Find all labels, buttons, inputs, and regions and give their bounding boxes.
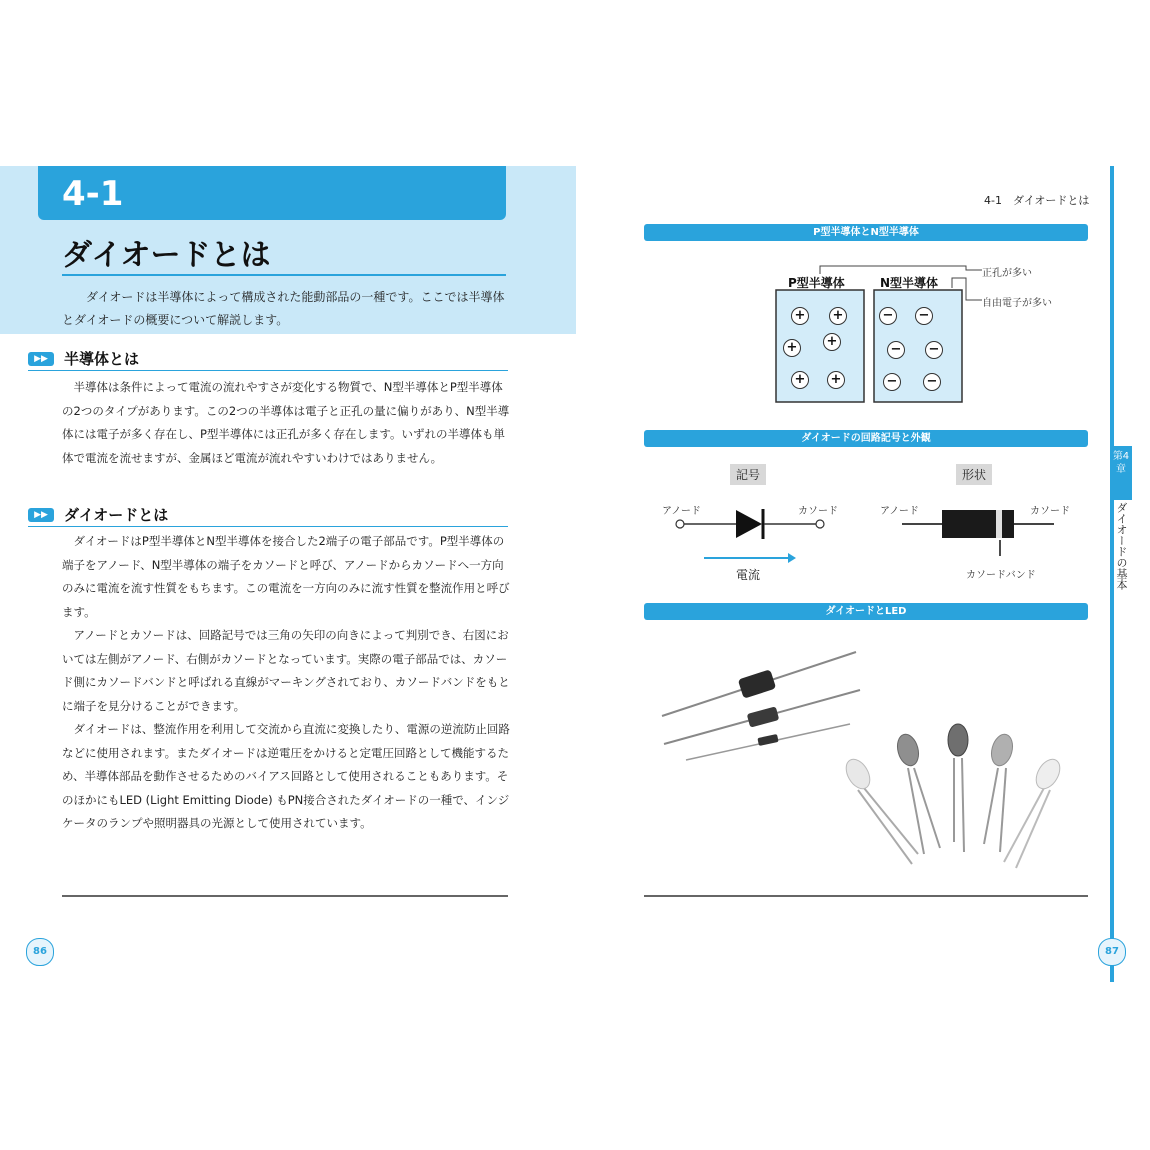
paragraph: ダイオードはP型半導体とN型半導体を接合した2端子の電子部品です。P型半導体の端子をアノード、N型半導体の端子をカソードと呼び、アノードからカソードへ一方向のみに電流を流す性質をもちます。この電流を一方向のみに流す性質を整流作用と呼びます。 <box>62 534 510 619</box>
section-body-semiconductor <box>62 376 510 470</box>
diode-body <box>942 510 1014 538</box>
diode-symbol-and-shape <box>660 496 1090 568</box>
page-number-right: 87 <box>1098 938 1126 966</box>
chapter-tab: 第4章 <box>1110 446 1132 500</box>
diode-large <box>662 652 856 716</box>
symbol-anode-label: アノード <box>662 506 701 517</box>
chapter-title: ダイオードの基本 <box>1115 502 1128 590</box>
shape-cathode-label: カソード <box>1030 506 1070 517</box>
shape-anode-label: アノード <box>880 506 919 517</box>
legend-hole: 正孔が多い <box>982 268 1032 279</box>
footer-rule-right <box>644 895 1088 897</box>
led-1 <box>841 755 918 864</box>
n-type-label: N型半導体 <box>880 276 939 290</box>
hole-icon: + <box>783 339 801 357</box>
led-3 <box>948 724 968 852</box>
diode-medium <box>664 690 860 744</box>
hole-icon: + <box>829 307 847 325</box>
section-title: 半導体とは <box>64 350 140 368</box>
electron-icon: − <box>887 341 905 359</box>
legend-electron: 自由電子が多い <box>982 298 1052 309</box>
led-2 <box>894 732 940 854</box>
electron-icon: − <box>925 341 943 359</box>
diode-triangle <box>736 510 762 538</box>
electron-icon: − <box>923 373 941 391</box>
symbol-tag: 記号 <box>730 464 766 485</box>
cathode-band-label: カソードバンド <box>966 570 1036 581</box>
led-5 <box>1004 755 1065 868</box>
hole-icon: + <box>823 333 841 351</box>
section-heading-diode <box>28 504 508 527</box>
intro-text: ダイオードは半導体によって構成された能動部品の一種です。ここでは半導体とダイオードの概要について解説します。 <box>62 290 505 327</box>
figure-caption-photo: ダイオードとLED <box>644 603 1088 620</box>
hole-icon: + <box>827 371 845 389</box>
shape-tag: 形状 <box>956 464 992 485</box>
electron-icon: − <box>883 373 901 391</box>
paragraph: 半導体は条件によって電流の流れやすさが変化する物質で、N型半導体とP型半導体の2つのタイプがあります。この2つの半導体は電子と正孔の量に偏りがあり、N型半導体には電子が多く存在し、P型半導体には正孔が多く存在します。いずれの半導体も単体で電流を流せますが、金属ほど電流が流れやすいわけではありません。 <box>62 380 510 465</box>
diode-led-photo <box>650 640 1090 880</box>
section-heading-semiconductor <box>28 348 508 371</box>
symbol-cathode-label: カソード <box>798 506 838 517</box>
cathode-band <box>996 510 1002 538</box>
double-arrow-icon: ▶▶ <box>28 352 54 366</box>
page-title: ダイオードとは <box>62 238 271 273</box>
figure-caption-semiconductor: P型半導体とN型半導体 <box>644 224 1088 241</box>
diode-small <box>686 724 850 760</box>
led-4 <box>984 732 1016 852</box>
electron-icon: − <box>915 307 933 325</box>
page-number-left: 86 <box>26 938 54 966</box>
section-body-diode <box>62 530 510 836</box>
hole-icon: + <box>791 371 809 389</box>
hole-icon: + <box>791 307 809 325</box>
title-rule <box>62 274 506 276</box>
electron-icon: − <box>879 307 897 325</box>
paragraph: アノードとカソードは、回路記号では三角の矢印の向きによって判別でき、右図においては左側がアノード、右側がカソードとなっています。実際の電子部品では、カソード側にカソードバンドと呼ばれる直線がマーキングされており、カソードバンドをもとに端子を見分けることができます。 <box>62 628 510 713</box>
paragraph: ダイオードは、整流作用を利用して交流から直流に変換したり、電源の逆流防止回路などに使用されます。またダイオードは逆電圧をかけると定電圧回路として機能するため、半導体部品を動作させるためのバイアス回路として使用されることもあります。そのほかにもLED (Light Emitting Diode) もPN接合されたダイオードの一種で、インジケータのランプや照明器具の光源として使用されています。 <box>62 722 510 830</box>
section-title: ダイオードとは <box>64 506 169 524</box>
current-label: 電流 <box>736 568 761 582</box>
p-type-label: P型半導体 <box>788 276 845 290</box>
section-number: 4-1 <box>62 174 124 214</box>
figure-caption-diode: ダイオードの回路記号と外観 <box>644 430 1088 447</box>
footer-rule-left <box>62 895 508 897</box>
running-header: 4-1 ダイオードとは <box>984 194 1090 207</box>
double-arrow-icon: ▶▶ <box>28 508 54 522</box>
